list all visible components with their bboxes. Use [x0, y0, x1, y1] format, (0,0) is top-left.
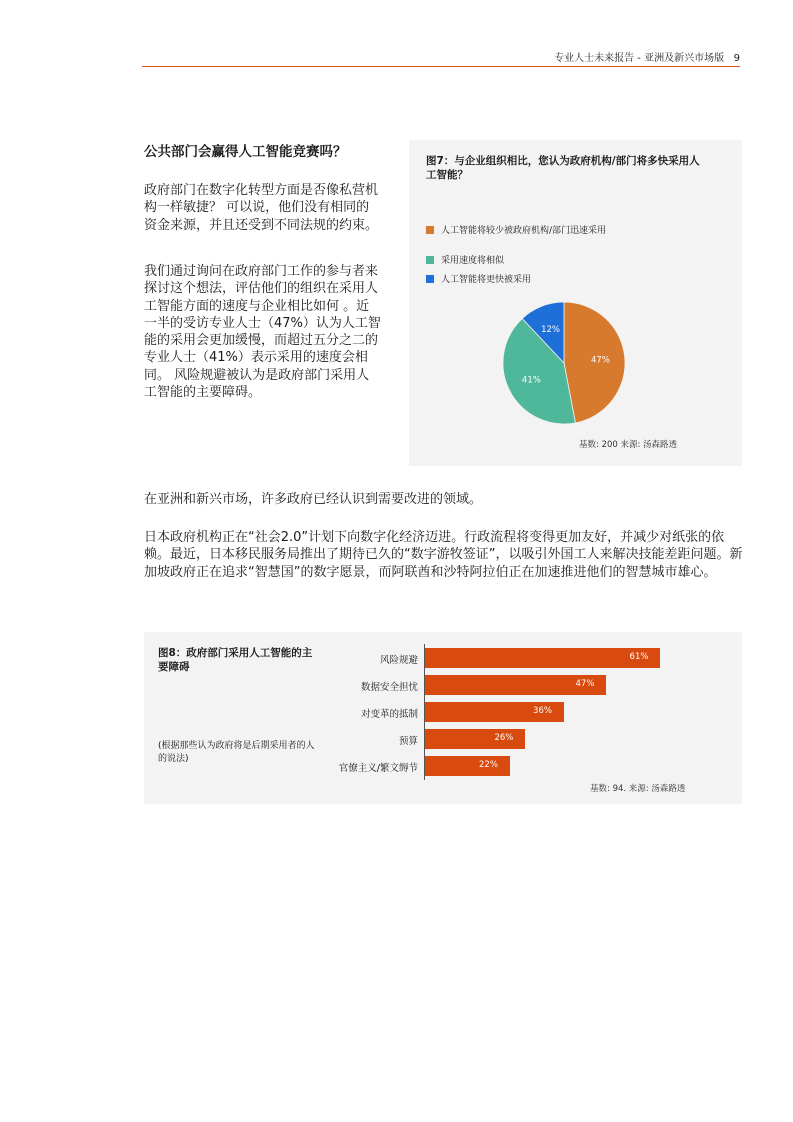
figure-7-source: 基数: 200 来源: 汤森路透 — [579, 440, 678, 450]
paragraph-3: 在亚洲和新兴市场，许多政府已经认识到需要改进的领域。 — [144, 492, 483, 507]
bar — [425, 729, 525, 749]
pie-slice-label: 47% — [590, 355, 610, 366]
legend-swatch — [426, 275, 434, 283]
figure-7 — [409, 140, 742, 466]
figure-8 — [144, 632, 742, 804]
bar-category-label: 风险规避 — [379, 655, 418, 666]
legend-label: 采用速度将相似 — [441, 256, 505, 266]
section-title: 公共部门会赢得人工智能竞赛吗？ — [144, 144, 347, 160]
page-number: 9 — [733, 53, 740, 64]
pie-slice-label: 12% — [541, 324, 560, 335]
pie-chart — [499, 300, 639, 430]
pie-slice-label: 41% — [521, 375, 541, 386]
bar-value-label: 22% — [479, 760, 498, 770]
figure-7-title: 图7：与企业组织相比，您认为政府机构/部门将多快采用人工智能？ — [426, 155, 700, 181]
bar-category-label: 官僚主义/繁文缛节 — [338, 763, 418, 774]
paragraph-1: 政府部门在数字化转型方面是否像私营机构一样敏捷？ 可以说，他们没有相同的资金来源，并且还受到不同法规的约束。 — [144, 183, 379, 233]
bar-value-label: 26% — [494, 733, 514, 743]
legend-item — [426, 223, 606, 236]
legend-label: 人工智能将较少被政府机构/部门迅速采用 — [441, 226, 607, 236]
paragraph-2: 我们通过询问在政府部门工作的参与者来探讨这个想法，评估他们的组织在采用人工智能方面的速度与企业相比如何 。近一半的受访专业人士（47%）认为人工智能的采用会更加缓慢，而超过五分之二的专业人士（41%）表示采用的速度会相同。 风险规避被认为是政府部门采用人工智能的主要障碍。 — [144, 264, 381, 401]
bar — [425, 675, 606, 695]
header-title — [554, 49, 740, 64]
figure-8-title: 图8：政府部门采用人工智能的主要障碍 — [158, 647, 313, 673]
bar-value-label: 47% — [575, 679, 595, 689]
bar-value-label: 36% — [533, 706, 552, 716]
bar — [425, 756, 510, 776]
paragraph-4: 日本政府机构正在“社会2.0”计划下向数字化经济迈进。行政流程将变得更加友好，并减少对纸张的依赖。最近，日本移民服务局推出了期待已久的“数字游牧签证”，以吸引外国工人来解决技能差距问题。新加坡政府正在追求“智慧国”的数字愿景，而阿联酋和沙特阿拉伯正在加速推进他们的智慧城市雄心。 — [144, 530, 743, 580]
bar-category-label: 数据安全担忧 — [360, 682, 418, 693]
bar-category-label: 预算 — [398, 736, 418, 747]
figure-8-source: 基数: 94. 来源: 汤森路透 — [590, 784, 686, 794]
bar-value-label: 61% — [629, 652, 649, 662]
legend-swatch — [426, 226, 434, 234]
legend-label: 人工智能将更快被采用 — [441, 275, 532, 285]
legend-swatch — [426, 256, 434, 264]
figure-8-subtitle: (根据那些认为政府将是后期采用者的人的说法) — [158, 741, 315, 764]
bar — [425, 702, 564, 722]
legend-item — [426, 253, 504, 266]
legend-item — [426, 272, 531, 285]
bar-category-label: 对变革的抵制 — [360, 709, 418, 720]
report-name: 专业人士未来报告 - 亚洲及新兴市场版 — [554, 53, 725, 64]
page-header — [142, 48, 740, 67]
bar — [425, 648, 660, 668]
